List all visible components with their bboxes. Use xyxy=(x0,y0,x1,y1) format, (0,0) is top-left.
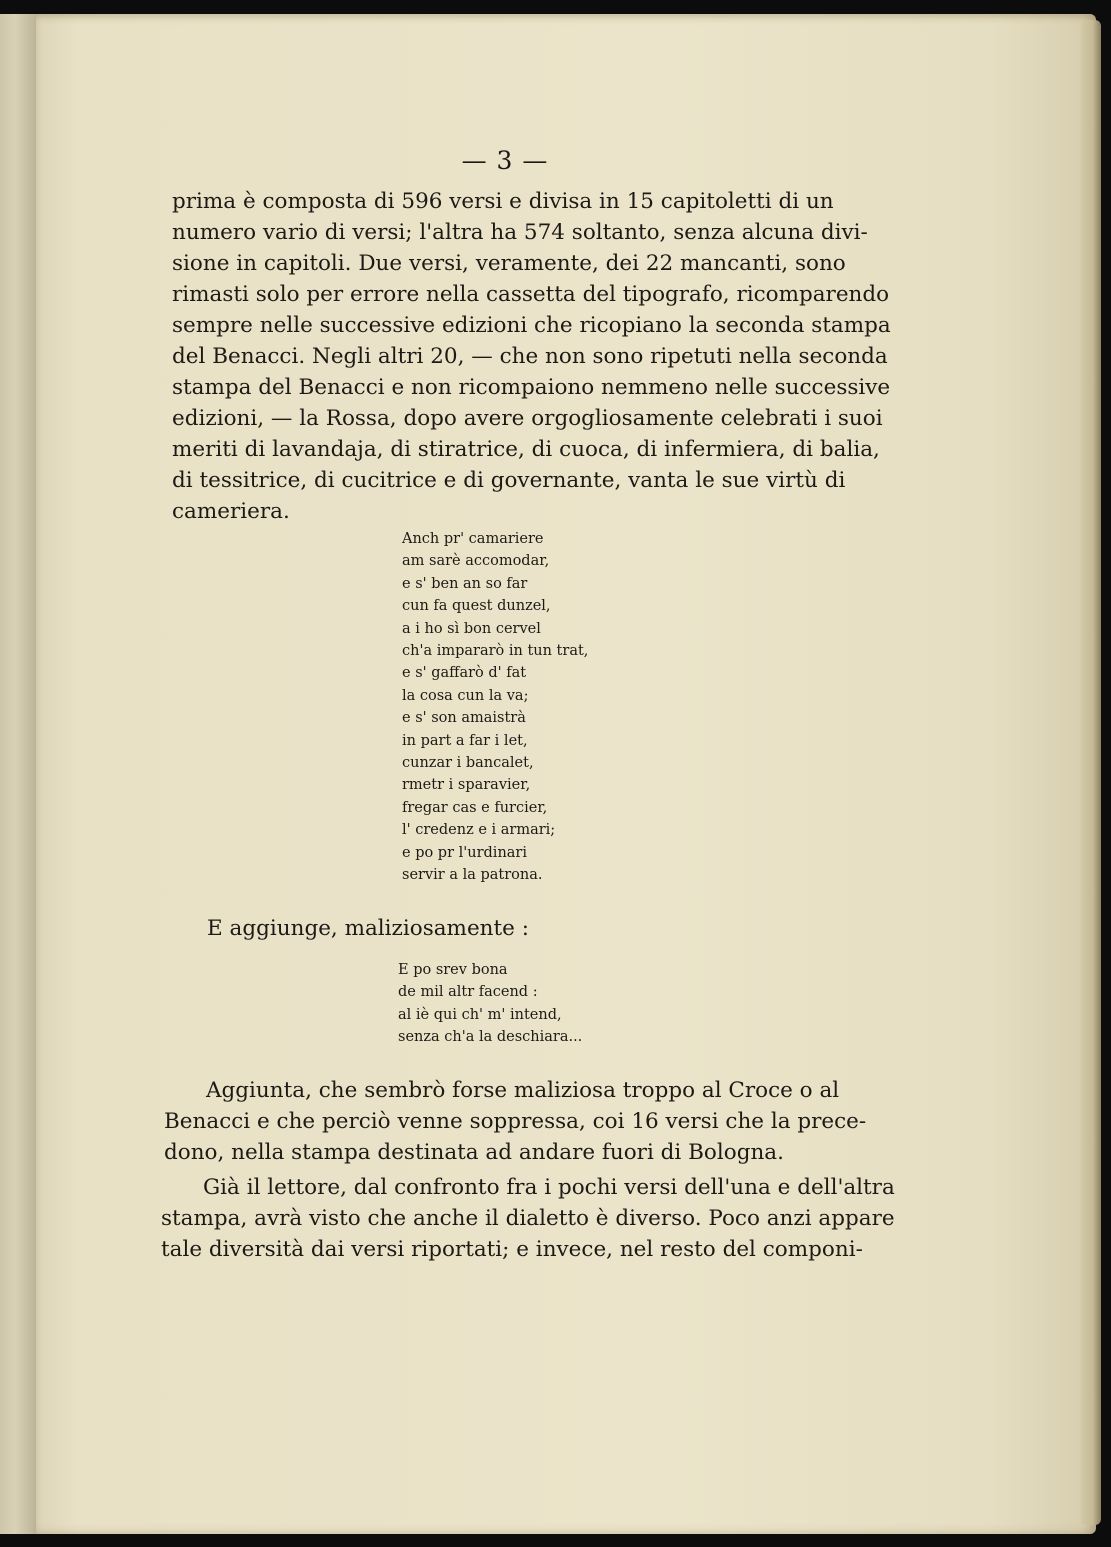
verse-line: am sarè accomodar, xyxy=(402,553,550,570)
verse-line: e s' son amaistrà xyxy=(402,710,526,727)
verse-line: senza ch'a la deschiara... xyxy=(398,1029,583,1046)
text-line: edizioni, — la Rossa, dopo avere orgogliosamente celebrati i suoi xyxy=(172,406,883,431)
verse-intro: E aggiunge, maliziosamente : xyxy=(207,916,529,941)
verse-line: servir a la patrona. xyxy=(402,867,543,884)
page-number: — 3 — xyxy=(461,146,549,175)
verse-quote-1 xyxy=(402,528,588,887)
verse-line: fregar cas e furcier, xyxy=(402,799,548,816)
verse-quote-2 xyxy=(398,959,582,1049)
text-line: Già il lettore, dal confronto fra i pochi versi dell'una e dell'altra xyxy=(203,1175,895,1200)
text-line: di tessitrice, di cucitrice e di governante, vanta le sue virtù di xyxy=(172,468,846,493)
verse-line: l' credenz e i armari; xyxy=(402,822,556,839)
verse-line: Anch pr' camariere xyxy=(402,531,544,547)
verse-line: rmetr i sparavier, xyxy=(402,777,531,794)
text-line: stampa del Benacci e non ricompaiono nemmeno nelle successive xyxy=(172,375,891,400)
text-line: Benacci e che perciò venne soppressa, coi 16 versi che la prece- xyxy=(164,1109,867,1134)
paragraph-3 xyxy=(161,1172,895,1265)
verse-line: cunzar i bancalet, xyxy=(402,755,534,772)
verse-line: e s' gaffarò d' fat xyxy=(402,665,527,682)
verse-line: ch'a impararò in tun trat, xyxy=(402,643,589,660)
verse-line: cun fa quest dunzel, xyxy=(402,598,551,615)
text-line: meriti di lavandaja, di stiratrice, di cuoca, di infermiera, di balia, xyxy=(172,437,880,462)
text-line: stampa, avrà visto che anche il dialetto è diverso. Poco anzi appare xyxy=(161,1206,895,1231)
verse-line: la cosa cun la va; xyxy=(402,687,529,704)
text-line: del Benacci. Negli altri 20, — che non sono ripetuti nella seconda xyxy=(172,344,888,369)
verse-line: al iè qui ch' m' intend, xyxy=(398,1006,562,1023)
paragraph-2 xyxy=(164,1075,867,1168)
verse-line: de mil altr facend : xyxy=(398,984,538,1001)
verse-line: E po srev bona xyxy=(398,962,508,978)
text-line: sione in capitoli. Due versi, veramente, dei 22 mancanti, sono xyxy=(172,251,846,276)
verse-line: e s' ben an so far xyxy=(402,575,528,592)
text-line: tale diversità dai versi riportati; e invece, nel resto del componi- xyxy=(161,1237,863,1262)
text-line: numero vario di versi; l'altra ha 574 soltanto, senza alcuna divi- xyxy=(172,220,868,245)
text-line: prima è composta di 596 versi e divisa in 15 capitoletti di un xyxy=(172,189,834,214)
text-line: cameriera. xyxy=(172,499,290,524)
paragraph-1 xyxy=(172,186,891,527)
verse-line: in part a far i let, xyxy=(402,732,528,749)
text-line: rimasti solo per errore nella cassetta del tipografo, ricomparendo xyxy=(172,282,890,307)
verse-line: e po pr l'urdinari xyxy=(402,844,527,861)
text-line: sempre nelle successive edizioni che ricopiano la seconda stampa xyxy=(172,313,891,338)
text-line: Aggiunta, che sembrò forse maliziosa troppo al Croce o al xyxy=(206,1078,840,1103)
verse-line: a i ho sì bon cervel xyxy=(402,620,541,637)
text-line: dono, nella stampa destinata ad andare fuori di Bologna. xyxy=(164,1140,784,1165)
